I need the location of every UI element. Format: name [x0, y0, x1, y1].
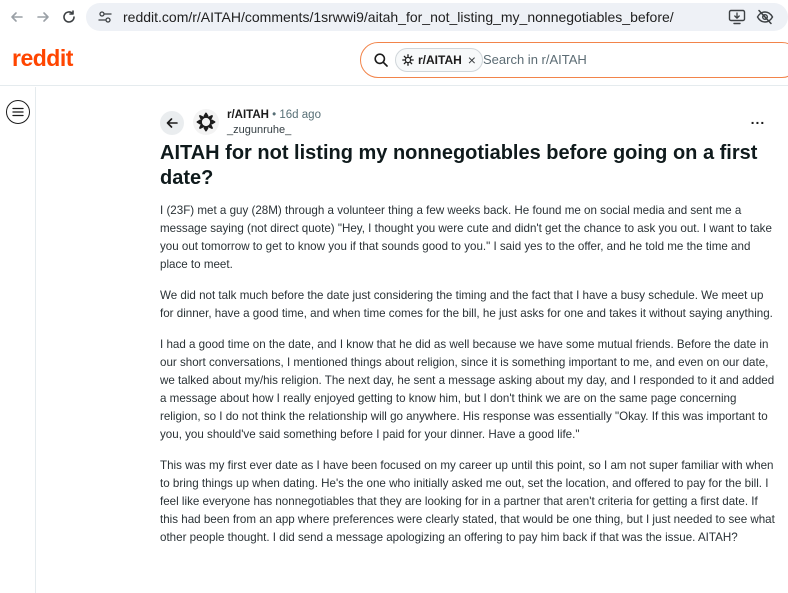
post-body: [160, 202, 778, 560]
search-scope-chip[interactable]: [395, 48, 483, 72]
back-button[interactable]: [160, 111, 184, 135]
site-settings-icon[interactable]: [98, 10, 112, 24]
expand-navigation-button[interactable]: [6, 100, 30, 124]
menu-icon: [12, 107, 24, 117]
subreddit-icon: [195, 111, 217, 133]
install-app-icon[interactable]: [728, 9, 746, 25]
search-input[interactable]: Search in r/AITAH: [483, 52, 587, 67]
search-scope-label: r/AITAH: [418, 53, 462, 67]
search-bar[interactable]: [360, 42, 788, 78]
address-bar[interactable]: [86, 3, 788, 31]
post-paragraph: I (23F) met a guy (28M) through a volunteer thing a few weeks back. He found me on social media and sent me a message saying (not direct quote) "Hey, I thought you were cute and didn't get the chance to ask you out. I want to take you out tomorrow to get to know you if that sounds good to you." I said yes to the offer, and he told me the time and place to meet.: [160, 204, 772, 271]
post-author[interactable]: _zugunruhe_: [227, 124, 292, 136]
subreddit-link[interactable]: r/AITAH: [227, 109, 269, 121]
post-meta: [227, 108, 321, 137]
reload-icon[interactable]: [58, 6, 80, 28]
url-text[interactable]: reddit.com/r/AITAH/comments/1srwwi9/aitah_for_not_listing_my_nonnegotiables_before/: [123, 9, 674, 25]
post-age: 16d ago: [279, 109, 321, 121]
browser-toolbar: [0, 0, 788, 34]
post-title: AITAH for not listing my nonnegotiables before going on a first date?: [160, 142, 758, 189]
search-icon: [373, 52, 389, 68]
meta-separator: •: [272, 109, 277, 121]
eye-off-icon[interactable]: [756, 9, 774, 25]
left-sidebar-rail: [0, 87, 36, 593]
close-icon[interactable]: ×: [467, 52, 476, 68]
post-paragraph: I had a good time on the date, and I know that he did as well because we have some mutual friends. Before the date in our short conversations, I mentioned things about religion, since it is something important to me, and even on our date, we talked about my/his religion. The next day, he sent a message asking about my day, and I responded to it and added a message about how I really enjoyed getting to know him, but I don't think we are on the same page concerning religion, so I do not think the relationship will go anywhere. His response was essentially "Okay. If this was important to you, you should've said something before I paid for your dinner. Have a good life.": [160, 338, 775, 441]
arrow-right-icon[interactable]: [32, 6, 54, 28]
reddit-logo[interactable]: reddit: [12, 45, 73, 71]
subreddit-avatar[interactable]: [193, 109, 219, 135]
post-paragraph: We did not talk much before the date just considering the timing and the fact that I have a busy schedule. We meet up for dinner, have a good time, and when time comes for the bill, he just asks for one and takes it without saying anything.: [160, 289, 773, 320]
arrow-left-icon: [165, 116, 179, 130]
arrow-left-icon[interactable]: [6, 6, 28, 28]
subreddit-icon: [402, 54, 414, 66]
post-paragraph: This was my first ever date as I have been focused on my career up until this point, so I am not super familiar with when to bring things up when dating. He's the one who initially asked me out, set the location, and offered to pay for the bill. I feel like everyone has nonnegotiables that they are looking for in a partner that aren't criteria for getting a first date. If this had been from an app where preferences were clearly stated, that would be one thing, but I just needed to see what other people thought. I did send a message apologizing an offering to pay him back if that was the issue. AITAH?: [160, 459, 775, 544]
more-options-button[interactable]: ...: [750, 111, 766, 127]
reddit-header: [0, 34, 788, 86]
